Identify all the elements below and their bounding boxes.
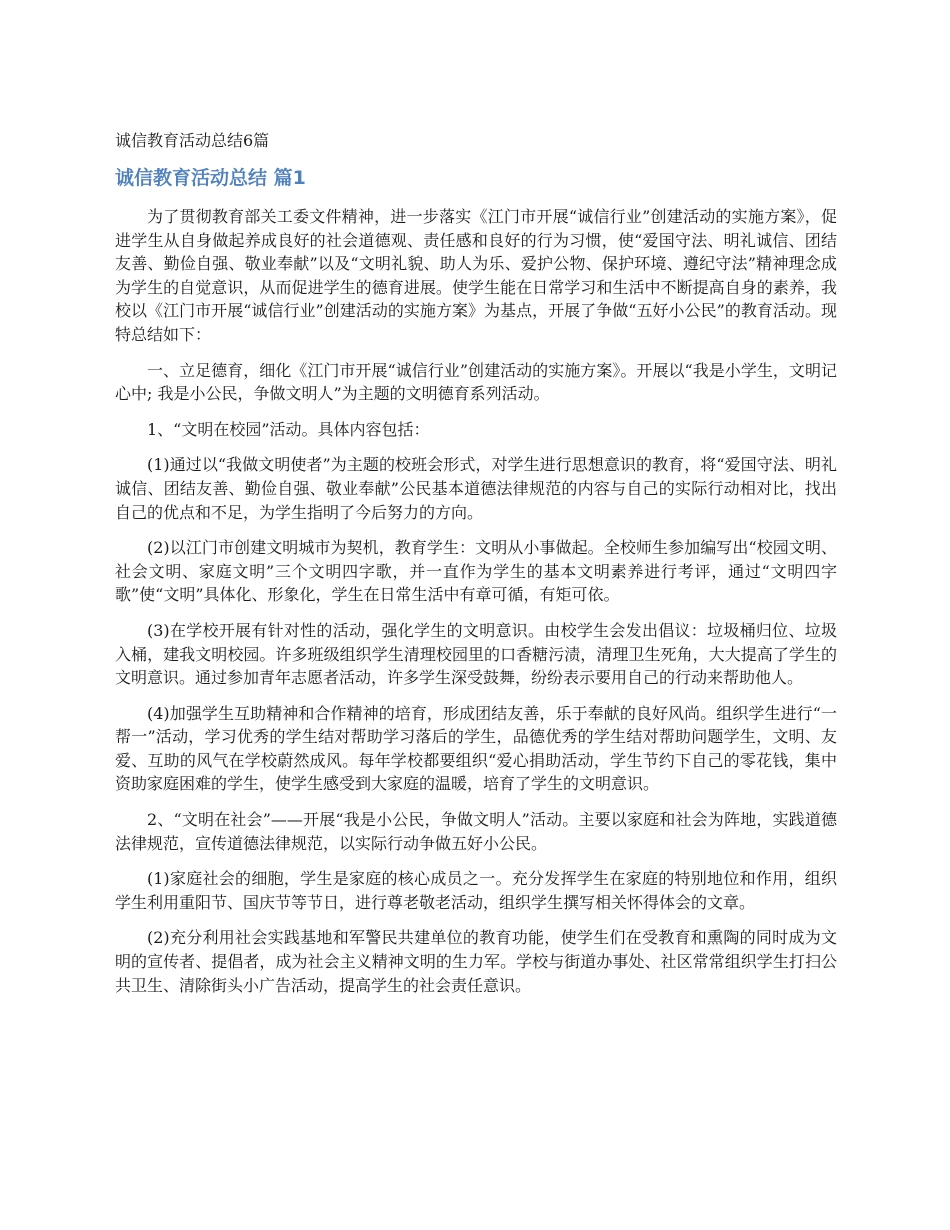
document-body	[115, 205, 837, 1009]
paragraph: (2)充分利用社会实践基地和军警民共建单位的教育功能，使学生们在受教育和熏陶的同时成为文明的宣传者、提倡者，成为社会主义精神文明的生力军。学校与街道办事处、社区常常组织学生打扫公共卫生、清除街头小广告活动，提高学生的社会责任意识。	[115, 928, 837, 995]
paragraph: 一、立足德育，细化《江门市开展“诚信行业”创建活动的实施方案》。开展以“我是小学生，文明记心中; 我是小公民，争做文明人”为主题的文明德育系列活动。	[115, 360, 837, 404]
paragraph: (4)加强学生互助精神和合作精神的培育，形成团结友善，乐于奉献的良好风尚。组织学生进行“一帮一”活动，学习优秀的学生结对帮助学习落后的学生，品德优秀的学生结对帮助问题学生，文明、友爱、互助的风气在学校蔚然成风。每年学校都要组织“爱心捐助活动，学生节约下自己的零花钱，集中资助家庭困难的学生，使学生感受到大家庭的温暖，培育了学生的文明意识。	[115, 703, 837, 794]
paragraph: (3)在学校开展有针对性的活动，强化学生的文明意识。由校学生会发出倡议：垃圾桶归位、垃圾入桶，建我文明校园。许多班级组织学生清理校园里的口香糖污渍，清理卫生死角，大大提高了学生的文明意识。通过参加青年志愿者活动，许多学生深受鼓舞，纷纷表示要用自己的行动来帮助他人。	[115, 620, 837, 688]
paragraph: (1)家庭社会的细胞，学生是家庭的核心成员之一。充分发挥学生在家庭的特别地位和作用，组织学生利用重阳节、国庆节等节日，进行尊老敬老活动，组织学生撰写相关怀得体会的文章。	[115, 869, 837, 912]
paragraph: (1)通过以“我做文明使者”为主题的校班会形式，对学生进行思想意识的教育，将“爱国守法、明礼诚信、团结友善、勤俭自强、敬业奉献”公民基本道德法律规范的内容与自己的实际行动相对比，找出自己的优点和不足，为学生指明了今后努力的方向。	[115, 455, 837, 522]
paragraph: (2)以江门市创建文明城市为契机，教育学生：文明从小事做起。全校师生参加编写出“校园文明、社会文明、家庭文明”三个文明四字歌，并一直作为学生的基本文明素养进行考评，通过“文明四字歌”使“文明”具体化、形象化，学生在日常生活中有章可循，有矩可依。	[115, 538, 837, 605]
paragraph: 为了贯彻教育部关工委文件精神，进一步落实《江门市开展“诚信行业”创建活动的实施方案》，促进学生从自身做起养成良好的社会道德观、责任感和良好的行为习惯，使“爱国守法、明礼诚信、团结友善、勤俭自强、敬业奉献”以及“文明礼貌、助人为乐、爱护公物、保护环境、遵纪守法”精神理念成为学生的自觉意识，从而促进学生的德育进展。使学生能在日常学习和生活中不断提高自身的素养，我校以《江门市开展“诚信行业”创建活动的实施方案》为基点，开展了争做“五好小公民”的教育活动。现特总结如下：	[115, 207, 837, 344]
document-title: 诚信教育活动总结6篇	[115, 131, 270, 150]
paragraph: 1、“文明在校园”活动。具体内容包括：	[147, 419, 430, 439]
paragraph: 2、“文明在社会”——开展“我是小公民，争做文明人”活动。主要以家庭和社会为阵地，实践道德法律规范，宣传道德法律规范，以实际行动争做五好小公民。	[115, 810, 837, 853]
section-heading: 诚信教育活动总结 篇1	[115, 167, 306, 189]
